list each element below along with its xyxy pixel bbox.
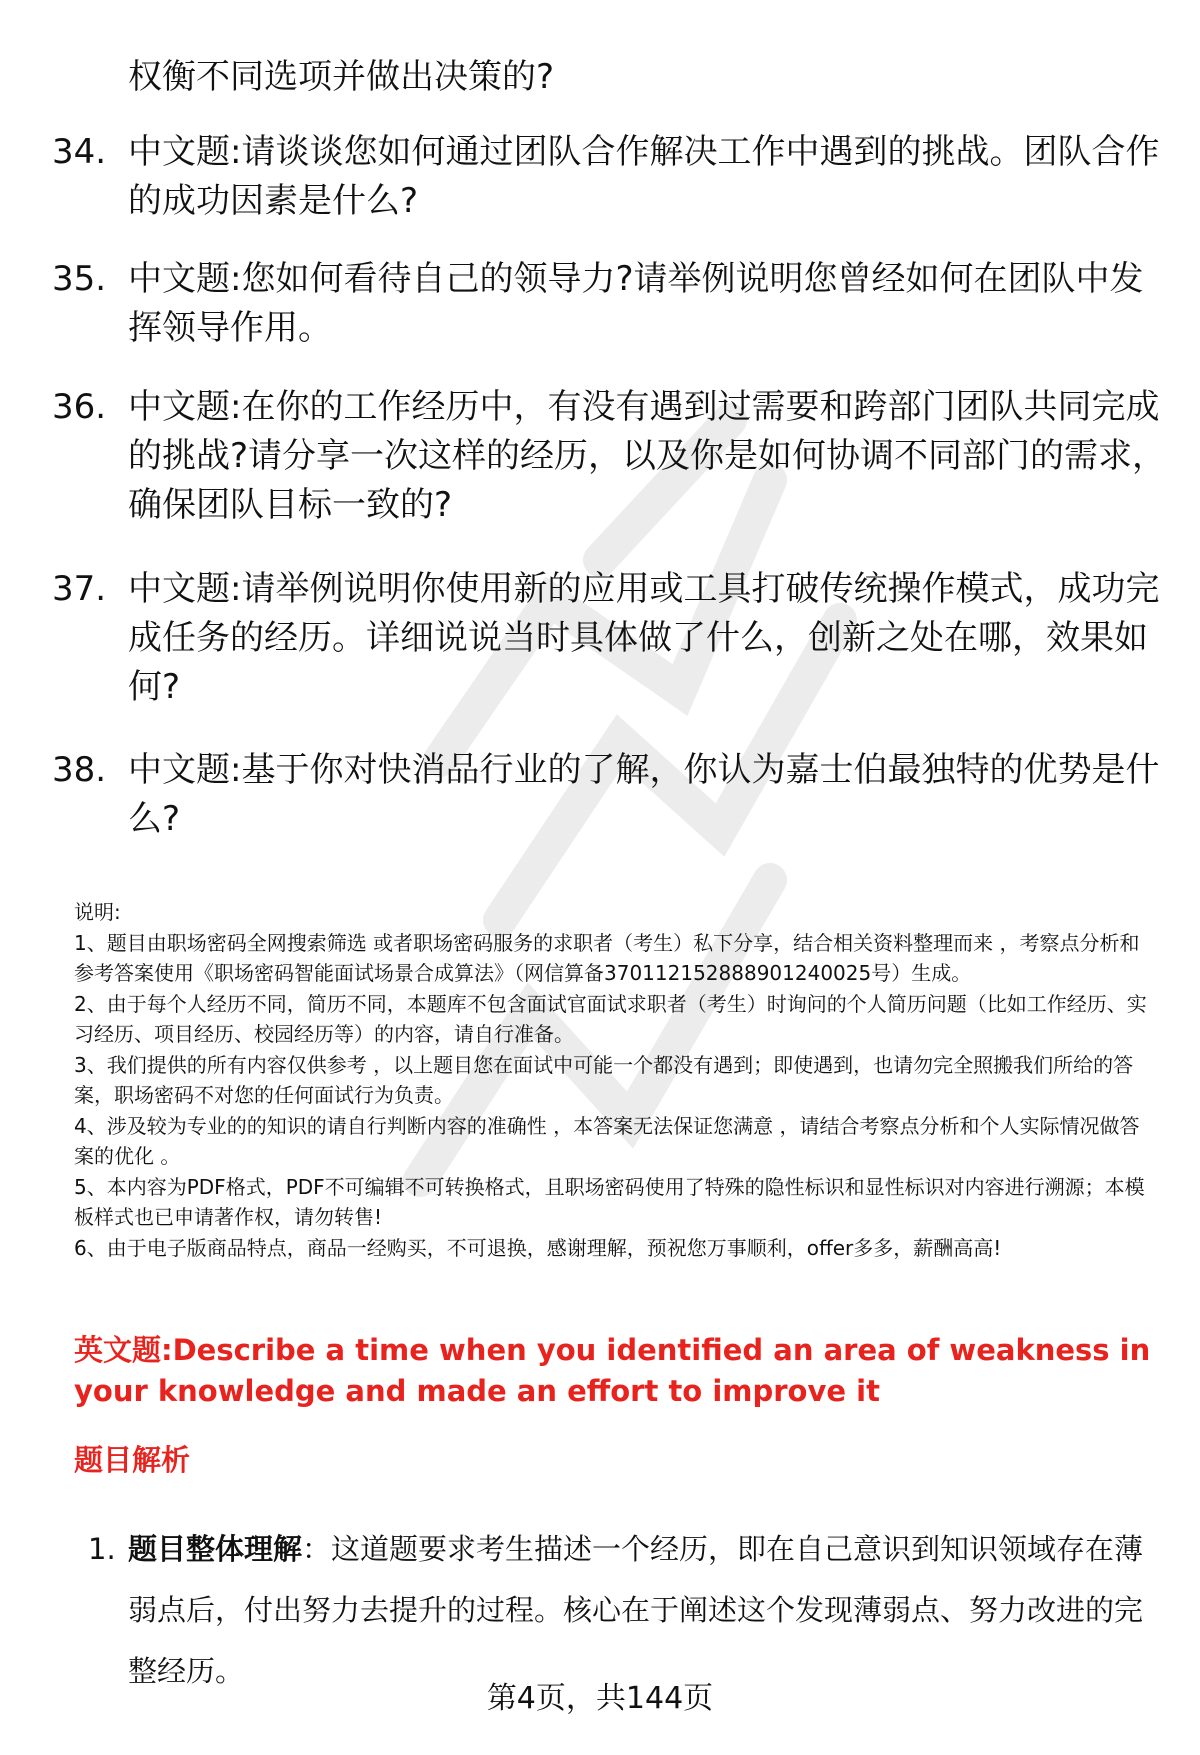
- analysis-title: 题目解析: [74, 1443, 191, 1477]
- page-footer: 第4页，共144页: [486, 1681, 714, 1716]
- analysis-text: ：这道题要求考生描述一个经历，即在自己意识到知识领域存在薄弱点后，付出努力去提升的过程。核心在于阐述这个发现薄弱点、努力改进的完整经历。: [128, 1532, 1144, 1688]
- note-item: 5、本内容为PDF格式，PDF不可编辑不可转换格式，且职场密码使用了特殊的隐性标识和显性标识对内容进行溯源；本模板样式也已申请著作权，请勿转售!: [74, 1174, 1145, 1229]
- question-continuation: 权衡不同选项并做出决策的?: [128, 57, 555, 97]
- note-item: 2、由于每个人经历不同，简历不同，本题库不包含面试官面试求职者（考生）时询问的个人简历问题（比如工作经历、实习经历、项目经历、校园经历等）的内容，请自行准备。: [74, 991, 1147, 1046]
- note-item: 6、由于电子版商品特点，商品一经购买，不可退换，感谢理解，预祝您万事顺利，offer多多，薪酬高高!: [74, 1235, 1002, 1260]
- english-question: 英文题:Describe a time when you identified an area of weakness in your knowledge and made an effort to improve it: [74, 1333, 1151, 1408]
- question-text: 中文题:请谈谈您如何通过团队合作解决工作中遇到的挑战。团队合作的成功因素是什么?: [128, 132, 1160, 221]
- question-text: 中文题:您如何看待自己的领导力?请举例说明您曾经如何在团队中发挥领导作用。: [128, 259, 1144, 348]
- question-number: 34.: [52, 132, 107, 172]
- question-number: 36.: [52, 387, 107, 427]
- note-item: 3、我们提供的所有内容仅供参考 ，以上题目您在面试中可能一个都没有遇到；即使遇到，也请勿完全照搬我们所给的答案，职场密码不对您的任何面试行为负责。: [74, 1052, 1134, 1107]
- question-number: 37.: [52, 569, 107, 609]
- question-text: 中文题:在你的工作经历中，有没有遇到过需要和跨部门团队共同完成的挑战?请分享一次这样的经历，以及你是如何协调不同部门的需求，确保团队目标一致的?: [128, 387, 1167, 525]
- analysis-term: 题目整体理解: [128, 1532, 303, 1566]
- disclaimer-notes: [74, 897, 1159, 1263]
- note-item: 4、涉及较为专业的的知识的请自行判断内容的准确性 ，本答案无法保证您满意 ，请结合考察点分析和个人实际情况做答案的优化 。: [74, 1113, 1140, 1168]
- question-number: 38.: [52, 750, 107, 790]
- question-text: 中文题:基于你对快消品行业的了解，你认为嘉士伯最独特的优势是什么?: [128, 750, 1160, 839]
- question-number: 35.: [52, 259, 107, 299]
- analysis-number: 1.: [88, 1532, 116, 1566]
- notes-heading: 说明:: [74, 900, 121, 924]
- note-item: 1、题目由职场密码全网搜索筛选 或者职场密码服务的求职者（考生）私下分享，结合相关资料整理而来 ，考察点分析和参考答案使用《职场密码智能面试场景合成算法》（网信算备370112152888901240025号）生成。: [74, 930, 1140, 985]
- question-text: 中文题:请举例说明你使用新的应用或工具打破传统操作模式，成功完成任务的经历。详细说说当时具体做了什么，创新之处在哪，效果如何?: [128, 569, 1160, 707]
- analysis-text-block: [128, 1519, 1148, 1702]
